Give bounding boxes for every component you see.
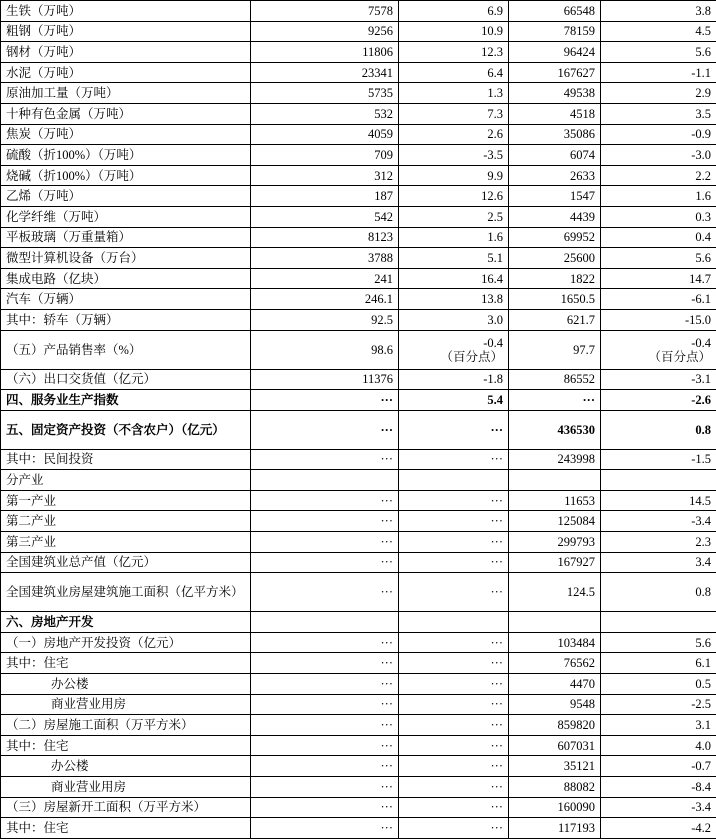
table-row — [1, 511, 716, 532]
value-a: 11376 — [251, 369, 399, 390]
value-d: 14.7 — [601, 268, 716, 289]
section-title: 六、房地产开发 — [1, 612, 251, 633]
value-d-unit: （百分点） — [605, 350, 711, 364]
value-b: 5.1 — [399, 248, 509, 269]
value-b: 16.4 — [399, 268, 509, 289]
table-row — [1, 62, 716, 83]
row-label: 其中：住宅 — [1, 735, 251, 756]
value-b: 12.6 — [399, 186, 509, 207]
value-b: ··· — [399, 777, 509, 798]
row-label: 乙烯（万吨） — [1, 186, 251, 207]
value-b: 2.5 — [399, 206, 509, 227]
value-b: ··· — [399, 552, 509, 573]
value-b: ··· — [399, 449, 509, 470]
value-d: 3.8 — [601, 1, 716, 22]
row-label: 微型计算机设备（万台） — [1, 248, 251, 269]
value-d — [601, 470, 716, 491]
value-b-unit: （百分点） — [403, 350, 503, 364]
table-row — [1, 653, 716, 674]
value-c: 6074 — [509, 145, 601, 166]
value-b: 9.9 — [399, 165, 509, 186]
value-a: 92.5 — [251, 309, 399, 330]
table-row — [1, 186, 716, 207]
value-d — [601, 330, 716, 369]
empty-cell — [509, 612, 601, 633]
value-a: ··· — [251, 797, 399, 818]
value-c: 436530 — [509, 410, 601, 449]
row-label: 水泥（万吨） — [1, 62, 251, 83]
table-row — [1, 756, 716, 777]
value-a: 9256 — [251, 21, 399, 42]
row-label: 焦炭（万吨） — [1, 124, 251, 145]
table-row — [1, 410, 716, 449]
value-d: 14.5 — [601, 490, 716, 511]
table-row — [1, 674, 716, 695]
value-a: ··· — [251, 694, 399, 715]
value-b: -1.8 — [399, 369, 509, 390]
value-d: 2.2 — [601, 165, 716, 186]
value-d: 6.1 — [601, 653, 716, 674]
value-d: 0.8 — [601, 410, 716, 449]
table-row — [1, 797, 716, 818]
table-row — [1, 735, 716, 756]
value-b: ··· — [399, 674, 509, 695]
table-row — [1, 369, 716, 390]
value-c: 103484 — [509, 632, 601, 653]
value-a: ··· — [251, 511, 399, 532]
value-b: ··· — [399, 632, 509, 653]
value-c: 167927 — [509, 552, 601, 573]
row-label: 五、固定资产投资（不含农户）（亿元） — [1, 410, 251, 449]
value-d: 2.3 — [601, 532, 716, 553]
value-c: 35121 — [509, 756, 601, 777]
table-row — [1, 165, 716, 186]
table-row — [1, 248, 716, 269]
value-b: ··· — [399, 532, 509, 553]
row-label: （五）产品销售率（%） — [1, 330, 251, 369]
value-d: -3.1 — [601, 369, 716, 390]
table-row — [1, 42, 716, 63]
value-b — [399, 470, 509, 491]
value-a: ··· — [251, 532, 399, 553]
value-a: 5735 — [251, 83, 399, 104]
value-c: 1547 — [509, 186, 601, 207]
value-d: 5.6 — [601, 42, 716, 63]
value-b: ··· — [399, 694, 509, 715]
value-c: 69952 — [509, 227, 601, 248]
row-label: 硫酸（折100%）（万吨） — [1, 145, 251, 166]
value-d: 1.6 — [601, 186, 716, 207]
value-d: 0.3 — [601, 206, 716, 227]
value-a: ··· — [251, 653, 399, 674]
value-c: 859820 — [509, 715, 601, 736]
value-d: 3.5 — [601, 103, 716, 124]
value-d: -3.0 — [601, 145, 716, 166]
value-a: 312 — [251, 165, 399, 186]
value-b: ··· — [399, 715, 509, 736]
value-d: 5.6 — [601, 632, 716, 653]
table-row — [1, 532, 716, 553]
value-b-number: -0.4 — [403, 336, 503, 350]
table-row — [1, 227, 716, 248]
row-label: 商业营业用房 — [1, 694, 251, 715]
value-c: 49538 — [509, 83, 601, 104]
value-d: 5.6 — [601, 248, 716, 269]
value-d: -3.4 — [601, 797, 716, 818]
value-c: 117193 — [509, 818, 601, 839]
table-row — [1, 818, 716, 839]
table-row — [1, 449, 716, 470]
value-d: -6.1 — [601, 289, 716, 310]
row-label: 平板玻璃（万重量箱） — [1, 227, 251, 248]
value-c: 35086 — [509, 124, 601, 145]
value-c: 66548 — [509, 1, 601, 22]
row-label: 生铁（万吨） — [1, 1, 251, 22]
value-b: 10.9 — [399, 21, 509, 42]
value-b: 2.6 — [399, 124, 509, 145]
value-d: -0.7 — [601, 756, 716, 777]
row-label: 办公楼 — [1, 674, 251, 695]
value-c: 9548 — [509, 694, 601, 715]
value-c: 78159 — [509, 21, 601, 42]
row-label: 第三产业 — [1, 532, 251, 553]
value-a: ··· — [251, 410, 399, 449]
value-c: 88082 — [509, 777, 601, 798]
value-c: 243998 — [509, 449, 601, 470]
value-c: ··· — [509, 390, 601, 411]
row-label: 原油加工量（万吨） — [1, 83, 251, 104]
table-row — [1, 777, 716, 798]
value-d: -4.2 — [601, 818, 716, 839]
value-d: 0.4 — [601, 227, 716, 248]
row-label: 商业营业用房 — [1, 777, 251, 798]
table-row — [1, 1, 716, 22]
table-row — [1, 573, 716, 612]
value-c: 2633 — [509, 165, 601, 186]
value-c: 4518 — [509, 103, 601, 124]
value-c: 4470 — [509, 674, 601, 695]
row-label: 分产业 — [1, 470, 251, 491]
value-d: 4.0 — [601, 735, 716, 756]
row-label: （六）出口交货值（亿元） — [1, 369, 251, 390]
row-label: 集成电路（亿块） — [1, 268, 251, 289]
table-row — [1, 490, 716, 511]
value-a: ··· — [251, 632, 399, 653]
value-a: ··· — [251, 674, 399, 695]
value-c: 11653 — [509, 490, 601, 511]
row-label: 第二产业 — [1, 511, 251, 532]
value-c: 4439 — [509, 206, 601, 227]
row-label: 其中：住宅 — [1, 653, 251, 674]
row-label: 化学纤维（万吨） — [1, 206, 251, 227]
table-row — [1, 145, 716, 166]
row-label: 十种有色金属（万吨） — [1, 103, 251, 124]
empty-cell — [251, 612, 399, 633]
value-d: -2.5 — [601, 694, 716, 715]
value-d: -8.4 — [601, 777, 716, 798]
row-label: （二）房屋施工面积（万平方米） — [1, 715, 251, 736]
value-d: -2.6 — [601, 390, 716, 411]
value-b: ··· — [399, 573, 509, 612]
row-label: 其中：民间投资 — [1, 449, 251, 470]
table-row — [1, 124, 716, 145]
value-b: 6.9 — [399, 1, 509, 22]
value-b: ··· — [399, 490, 509, 511]
row-label: 办公楼 — [1, 756, 251, 777]
value-a: 709 — [251, 145, 399, 166]
table-row — [1, 552, 716, 573]
value-b: 12.3 — [399, 42, 509, 63]
value-c: 299793 — [509, 532, 601, 553]
row-label: 汽车（万辆） — [1, 289, 251, 310]
value-a: 532 — [251, 103, 399, 124]
value-d: 0.8 — [601, 573, 716, 612]
value-c: 25600 — [509, 248, 601, 269]
value-c: 167627 — [509, 62, 601, 83]
row-label: 全国建筑业房屋建筑施工面积（亿平方米） — [1, 573, 251, 612]
value-d-number: -0.4 — [605, 336, 711, 350]
value-b — [399, 330, 509, 369]
value-b: 1.3 — [399, 83, 509, 104]
value-a: 3788 — [251, 248, 399, 269]
value-a: ··· — [251, 490, 399, 511]
empty-cell — [601, 612, 716, 633]
value-c: 125084 — [509, 511, 601, 532]
value-a: 246.1 — [251, 289, 399, 310]
table-row — [1, 289, 716, 310]
value-a: 8123 — [251, 227, 399, 248]
value-c: 1650.5 — [509, 289, 601, 310]
value-b: ··· — [399, 410, 509, 449]
value-c: 160090 — [509, 797, 601, 818]
value-c: 76562 — [509, 653, 601, 674]
value-a: ··· — [251, 715, 399, 736]
value-c: 97.7 — [509, 330, 601, 369]
value-c: 621.7 — [509, 309, 601, 330]
table-row — [1, 632, 716, 653]
table-row — [1, 390, 716, 411]
row-label: 第一产业 — [1, 490, 251, 511]
value-b: ··· — [399, 511, 509, 532]
value-b: 6.4 — [399, 62, 509, 83]
table-row — [1, 103, 716, 124]
section-title-row — [1, 612, 716, 633]
value-a: ··· — [251, 777, 399, 798]
table-row — [1, 715, 716, 736]
value-a: ··· — [251, 390, 399, 411]
table-row — [1, 470, 716, 491]
row-label: 其中：住宅 — [1, 818, 251, 839]
row-label: （一）房地产开发投资（亿元） — [1, 632, 251, 653]
value-b: 7.3 — [399, 103, 509, 124]
value-c: 86552 — [509, 369, 601, 390]
value-d: -1.1 — [601, 62, 716, 83]
value-a: 187 — [251, 186, 399, 207]
table-row — [1, 309, 716, 330]
value-b: ··· — [399, 735, 509, 756]
value-a: ··· — [251, 552, 399, 573]
value-b: ··· — [399, 797, 509, 818]
value-b: 5.4 — [399, 390, 509, 411]
value-a: 98.6 — [251, 330, 399, 369]
value-a: ··· — [251, 735, 399, 756]
value-c — [509, 470, 601, 491]
value-a: ··· — [251, 756, 399, 777]
value-b: ··· — [399, 756, 509, 777]
value-a: 4059 — [251, 124, 399, 145]
value-c: 96424 — [509, 42, 601, 63]
value-c: 124.5 — [509, 573, 601, 612]
value-d: -0.9 — [601, 124, 716, 145]
value-a: ··· — [251, 818, 399, 839]
table-row — [1, 83, 716, 104]
row-label: 其中：轿车（万辆） — [1, 309, 251, 330]
value-a — [251, 470, 399, 491]
value-a: ··· — [251, 573, 399, 612]
value-c: 607031 — [509, 735, 601, 756]
value-a: 542 — [251, 206, 399, 227]
table-row — [1, 21, 716, 42]
value-c: 1822 — [509, 268, 601, 289]
row-label: （三）房屋新开工面积（万平方米） — [1, 797, 251, 818]
row-label: 全国建筑业总产值（亿元） — [1, 552, 251, 573]
empty-cell — [399, 612, 509, 633]
value-d: 0.5 — [601, 674, 716, 695]
value-d: 3.4 — [601, 552, 716, 573]
row-label: 钢材（万吨） — [1, 42, 251, 63]
row-label: 烧碱（折100%）（万吨） — [1, 165, 251, 186]
value-b: 13.8 — [399, 289, 509, 310]
table-row — [1, 694, 716, 715]
value-b: ··· — [399, 818, 509, 839]
value-b: ··· — [399, 653, 509, 674]
value-a: 11806 — [251, 42, 399, 63]
value-d: -3.4 — [601, 511, 716, 532]
value-b: -3.5 — [399, 145, 509, 166]
row-label: 粗钢（万吨） — [1, 21, 251, 42]
value-b: 3.0 — [399, 309, 509, 330]
row-label: 四、服务业生产指数 — [1, 390, 251, 411]
value-a: 23341 — [251, 62, 399, 83]
value-b: 1.6 — [399, 227, 509, 248]
value-a: 7578 — [251, 1, 399, 22]
value-a: 241 — [251, 268, 399, 289]
table-row — [1, 330, 716, 369]
value-a: ··· — [251, 449, 399, 470]
value-d: 3.1 — [601, 715, 716, 736]
table-row — [1, 268, 716, 289]
value-d: -15.0 — [601, 309, 716, 330]
table-row — [1, 206, 716, 227]
value-d: 2.9 — [601, 83, 716, 104]
value-d: 4.5 — [601, 21, 716, 42]
value-d: -1.5 — [601, 449, 716, 470]
